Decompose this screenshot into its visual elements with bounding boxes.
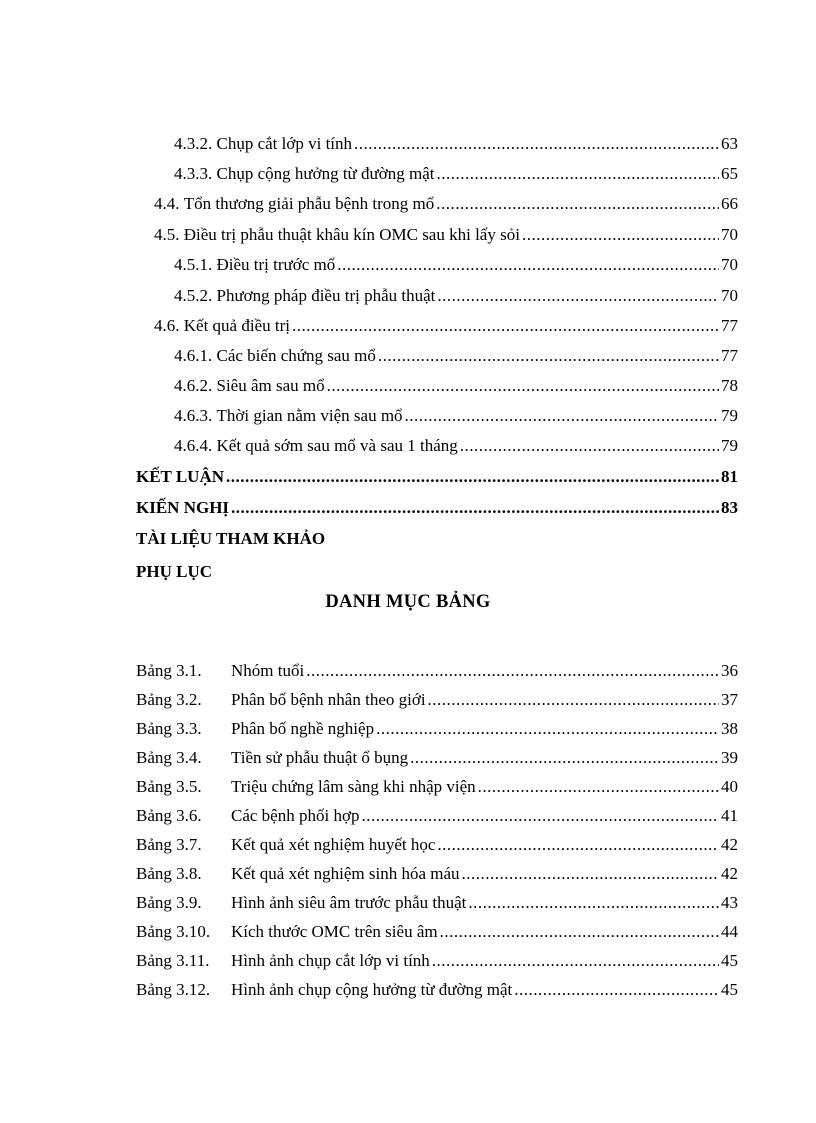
dot-leader	[437, 283, 719, 309]
table-list-entry[interactable]	[136, 745, 738, 771]
table-label: Bảng 3.2.	[136, 690, 202, 709]
toc-entry[interactable]	[136, 191, 738, 217]
table-title: Phân bố nghề nghiệp	[231, 719, 375, 738]
toc-entry-page: 63	[721, 134, 738, 153]
dot-leader	[354, 131, 719, 157]
table-page: 36	[721, 661, 738, 680]
toc-entry-page: 65	[721, 164, 738, 183]
dot-leader	[376, 716, 719, 742]
toc-entry-page: 66	[721, 194, 738, 213]
dot-leader	[514, 977, 719, 1003]
table-page: 38	[721, 719, 738, 738]
table-list-entry[interactable]	[136, 977, 738, 1003]
table-label: Bảng 3.9.	[136, 893, 202, 912]
toc-entry-page: 79	[721, 406, 738, 425]
toc-entry-number: 4.5.	[154, 225, 180, 244]
table-list-entry[interactable]	[136, 861, 738, 887]
toc-entry-appendix[interactable]	[136, 559, 738, 585]
table-title: Phân bố bệnh nhân theo giới	[231, 690, 426, 709]
dot-leader	[327, 373, 719, 399]
toc-entry-number: 4.6.1.	[174, 346, 213, 365]
table-page: 45	[721, 951, 738, 970]
toc-entry-page: 78	[721, 376, 738, 395]
toc-entry-title: Chụp cắt lớp vi tính	[216, 134, 353, 153]
table-page: 39	[721, 748, 738, 767]
table-label: Bảng 3.4.	[136, 748, 202, 767]
toc-entry-number: 4.5.2.	[174, 286, 213, 305]
toc-entry-number: 4.4.	[154, 194, 180, 213]
toc-entry[interactable]	[136, 343, 738, 369]
toc-entry-recommendation[interactable]	[136, 495, 738, 521]
table-page: 42	[721, 864, 738, 883]
dot-leader	[440, 919, 719, 945]
table-title: Các bệnh phối hợp	[231, 806, 360, 825]
table-label: Bảng 3.8.	[136, 864, 202, 883]
table-label: Bảng 3.7.	[136, 835, 202, 854]
toc-entry-title: Chụp cộng hưởng từ đường mật	[216, 164, 435, 183]
dot-leader	[306, 658, 719, 684]
dot-leader	[468, 890, 719, 916]
toc-entry-title: Điều trị phẫu thuật khâu kín OMC sau khi lấy sỏi	[183, 225, 520, 244]
toc-entry-page: 81	[721, 467, 738, 486]
dot-leader	[337, 252, 719, 278]
dot-leader	[428, 687, 719, 713]
toc-entry-page: 70	[721, 225, 738, 244]
dot-leader	[292, 313, 719, 339]
table-label: Bảng 3.11.	[136, 951, 210, 970]
table-list-entry[interactable]	[136, 832, 738, 858]
dot-leader	[231, 495, 719, 521]
toc-entry[interactable]	[136, 283, 738, 309]
toc-entry-title: Tổn thương giải phẫu bệnh trong mổ	[183, 194, 435, 213]
table-title: Tiền sử phẫu thuật ổ bụng	[231, 748, 409, 767]
toc-entry-title: Kết quả điều trị	[183, 316, 290, 335]
toc-entry-number: 4.6.	[154, 316, 180, 335]
table-title: Kết quả xét nghiệm sinh hóa máu	[231, 864, 460, 883]
toc-entry[interactable]	[136, 222, 738, 248]
dot-leader	[462, 861, 719, 887]
dot-leader	[226, 464, 719, 490]
table-label: Bảng 3.10.	[136, 922, 211, 941]
dot-leader	[432, 948, 719, 974]
toc-entry-title: TÀI LIỆU THAM KHẢO	[136, 529, 326, 548]
table-label: Bảng 3.6.	[136, 806, 202, 825]
table-list-entry[interactable]	[136, 890, 738, 916]
toc-entry-number: 4.6.2.	[174, 376, 213, 395]
table-list-entry[interactable]	[136, 687, 738, 713]
toc-entry[interactable]	[136, 252, 738, 278]
toc-entry-number: 4.5.1.	[174, 255, 213, 274]
toc-entry[interactable]	[136, 161, 738, 187]
toc-entry[interactable]	[136, 313, 738, 339]
toc-entry-page: 70	[721, 255, 738, 274]
table-title: Triệu chứng lâm sàng khi nhập viện	[231, 777, 476, 796]
dot-leader	[460, 433, 719, 459]
table-title: Hình ảnh chụp cắt lớp vi tính	[231, 951, 430, 970]
table-title: Hình ảnh chụp cộng hưởng từ đường mật	[231, 980, 513, 999]
table-label: Bảng 3.12.	[136, 980, 211, 999]
table-label: Bảng 3.1.	[136, 661, 202, 680]
dot-leader	[478, 774, 719, 800]
toc-entry-number: 4.3.3.	[174, 164, 213, 183]
toc-entry-references[interactable]	[136, 526, 738, 552]
table-label: Bảng 3.5.	[136, 777, 202, 796]
dot-leader	[437, 832, 719, 858]
table-list-entry[interactable]	[136, 658, 738, 684]
dot-leader	[361, 803, 719, 829]
toc-entry[interactable]	[136, 373, 738, 399]
table-page: 41	[721, 806, 738, 825]
toc-entry-title: Các biến chứng sau mổ	[216, 346, 376, 365]
toc-entry[interactable]	[136, 403, 738, 429]
table-title: Kích thước OMC trên siêu âm	[231, 922, 438, 941]
toc-entry-title: Kết quả sớm sau mổ và sau 1 tháng	[216, 436, 458, 455]
dot-leader	[436, 191, 719, 217]
dot-leader	[405, 403, 719, 429]
table-label: Bảng 3.3.	[136, 719, 202, 738]
toc-entry-page: 77	[721, 316, 738, 335]
toc-entry-number: 4.6.4.	[174, 436, 213, 455]
dot-leader	[378, 343, 719, 369]
table-list-entry[interactable]	[136, 774, 738, 800]
toc-entry-conclusion[interactable]	[136, 464, 738, 490]
toc-entry-title: Điều trị trước mổ	[216, 255, 336, 274]
toc-entry-page: 70	[721, 286, 738, 305]
toc-entry-title: Siêu âm sau mổ	[216, 376, 325, 395]
toc-entry-title: KIẾN NGHỊ	[136, 498, 230, 517]
toc-entry[interactable]	[136, 131, 738, 157]
list-of-tables-heading: DANH MỤC BẢNG	[325, 592, 491, 612]
table-title: Hình ảnh siêu âm trước phẫu thuật	[231, 893, 467, 912]
toc-entry-title: Thời gian nằm viện sau mổ	[216, 406, 403, 425]
toc-entry-page: 83	[721, 498, 738, 517]
toc-entry-number: 4.6.3.	[174, 406, 213, 425]
dot-leader	[436, 161, 719, 187]
table-list-entry[interactable]	[136, 948, 738, 974]
toc-entry-number: 4.3.2.	[174, 134, 213, 153]
toc-entry-title: Phương pháp điều trị phẫu thuật	[216, 286, 436, 305]
toc-entry-title: KẾT LUẬN	[136, 467, 225, 486]
table-title: Nhóm tuổi	[231, 661, 305, 680]
toc-entry-page: 79	[721, 436, 738, 455]
table-page: 40	[721, 777, 738, 796]
table-page: 43	[721, 893, 738, 912]
toc-entry-title: PHỤ LỤC	[136, 562, 213, 581]
table-page: 44	[721, 922, 738, 941]
dot-leader	[522, 222, 719, 248]
table-list-entry[interactable]	[136, 803, 738, 829]
table-list-entry[interactable]	[136, 716, 738, 742]
table-page: 37	[721, 690, 738, 709]
dot-leader	[410, 745, 719, 771]
toc-entry[interactable]	[136, 433, 738, 459]
table-page: 45	[721, 980, 738, 999]
table-list-entry[interactable]	[136, 919, 738, 945]
table-title: Kết quả xét nghiệm huyết học	[231, 835, 436, 854]
table-page: 42	[721, 835, 738, 854]
toc-entry-page: 77	[721, 346, 738, 365]
